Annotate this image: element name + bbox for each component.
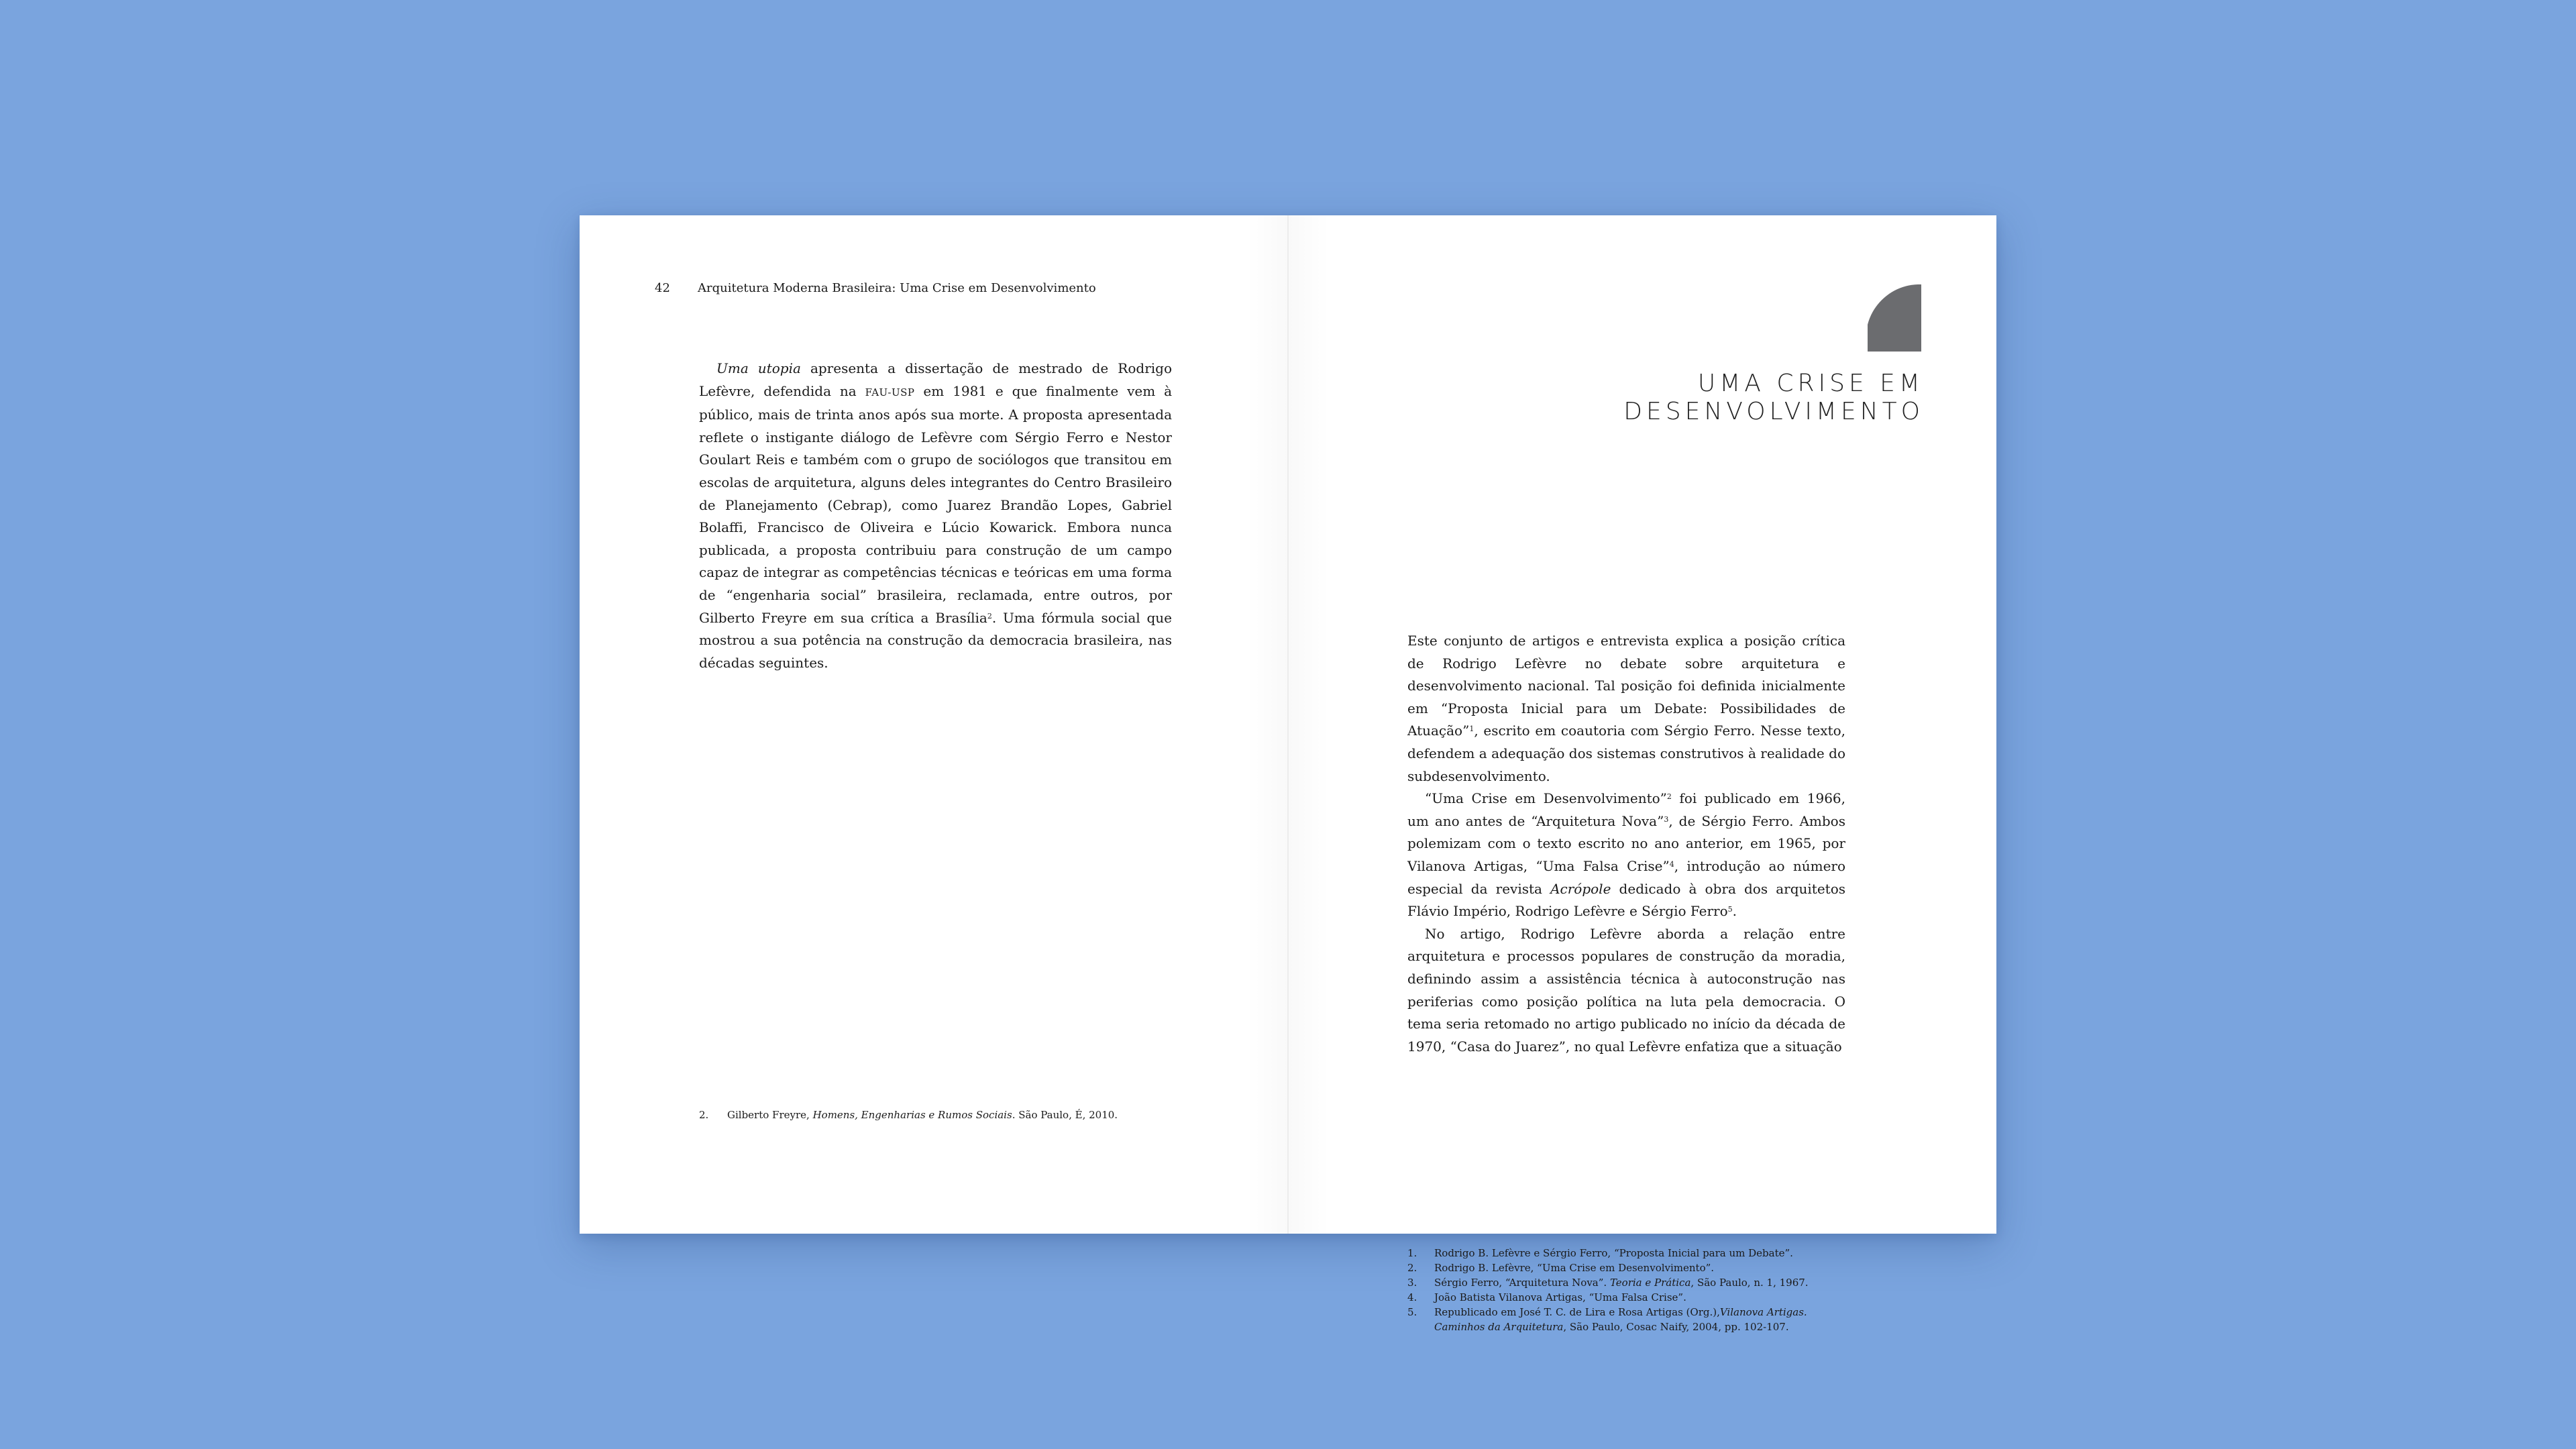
footnote-item: 5. Republicado em José T. C. de Lira e Rosa Artigas (Org.),Vilanova Artigas. Caminhos da Arquitetura, São Paulo, Cosac Naify, 2004, pp. 102-107. (1407, 1306, 1807, 1333)
gutter-shadow-left (1247, 215, 1287, 1234)
footnote-item: 2. Rodrigo B. Lefèvre, “Uma Crise em Desenvolvimento”. (1407, 1262, 1715, 1274)
gutter-shadow-right (1289, 215, 1329, 1234)
footnote-left: 2. Gilberto Freyre, Homens, Engenharias e Rumos Sociais. São Paulo, É, 2010. (699, 1109, 1118, 1121)
running-head-title: Arquitetura Moderna Brasileira: Uma Crise em Desenvolvimento (698, 281, 1096, 295)
left-body-text (699, 358, 1172, 674)
right-paragraph-2: “Uma Crise em Desenvolvimento”$^2$ foi publicado em 1966, um ano antes de “Arquitetura Nova”$^3$, de Sérgio Ferro. Ambos polemizam com o texto escrito no ano anterior, em 1965, por Vilanova Artigas, “Uma Falsa Crise”$^4$, introdução ao número especial da revista Acrópole dedicado à obra dos arquitetos Flávio Império, Rodrigo Lefèvre e Sérgio Ferro$^5$. (1407, 790, 1846, 920)
institution-abbrev: FAU-USP (865, 386, 915, 398)
quarter-circle-chapter-mark (1868, 284, 1921, 352)
right-paragraph-3: No artigo, Rodrigo Lefèvre aborda a relação entre arquitetura e processos populares de construção da moradia, definindo assim a assistência técnica à autoconstrução nas periferias como posição política na luta pela democracia. O tema seria retomado no artigo publicado no início da década de 1970, “Casa do Juarez”, no qual Lefèvre enfatiza que a situação (1407, 925, 1845, 1055)
book-title: Uma utopia (716, 360, 801, 376)
book-spread (580, 215, 1996, 1333)
right-paragraph-1: Este conjunto de artigos e entrevista explica a posição crítica de Rodrigo Lefèvre no debate sobre arquitetura e desenvolvimento nacional. Tal posição foi definida inicialmente em “Proposta Inicial para um Debate: Possibilidades de Atuação”$^1$, escrito em coautoria com Sérgio Ferro. Nesse texto, defendem a adequação dos sistemas construtivos à realidade do subdesenvolvimento. (1407, 633, 1845, 784)
chapter-title (1521, 370, 1924, 426)
footnote-ref: 2 (987, 611, 992, 621)
left-paragraph: Uma utopia apresenta a dissertação de mestrado de Rodrigo Lefèvre, defendida na FAU-USP em 1981 e que finalmente vem à público, mais de trinta anos após sua morte. A proposta apresentada reflete o instigante diálogo de Lefèvre com Sérgio Ferro e Nestor Goulart Reis e também com o grupo de sociólogos que transitou em escolas de arquitetura, alguns deles integrantes do Centro Brasileiro de Planejamento (Cebrap), como Juarez Brandão Lopes, Gabriel Bolaffi, Francisco de Oliveira e Lúcio Kowarick. Embora nunca publicada, a proposta contribuiu para construção de um campo capaz de integrar as competências técnicas e teóricas em uma forma de “engenharia social” brasileira, reclamada, entre outros, por Gilberto Freyre em sua crítica a Brasília$^2$. Uma fórmula social que mostrou a sua potência na construção da democracia brasileira, nas décadas seguintes. (699, 360, 1172, 671)
footnote-item: 3. Sérgio Ferro, “Arquitetura Nova”. Teoria e Prática, São Paulo, n. 1, 1967. (1407, 1277, 1809, 1289)
book-gutter (1287, 215, 1289, 1234)
footnote-item: 1. Rodrigo B. Lefèvre e Sérgio Ferro, “Proposta Inicial para um Debate”. (1407, 1247, 1793, 1259)
right-body-text (1407, 630, 1845, 1058)
footnote-ref: 2 (1666, 792, 1672, 802)
footnote-number: 2. (699, 1109, 709, 1121)
footnote-item: 4. João Batista Vilanova Artigas, “Uma Falsa Crise”. (1407, 1291, 1686, 1303)
running-head (655, 281, 1096, 296)
chapter-title-line-2: DESENVOLVIMENTO (1623, 398, 1924, 425)
footnote-ref: 3 (1664, 814, 1669, 824)
footnote-ref: 5 (1727, 905, 1733, 914)
footnotes-right (1407, 1246, 1845, 1334)
chapter-title-line-1: UMA CRISE EM (1697, 370, 1924, 397)
footnote-ref: 4 (1669, 859, 1674, 869)
page-number: 42 (655, 281, 670, 295)
footnote-ref: 1 (1469, 724, 1474, 734)
